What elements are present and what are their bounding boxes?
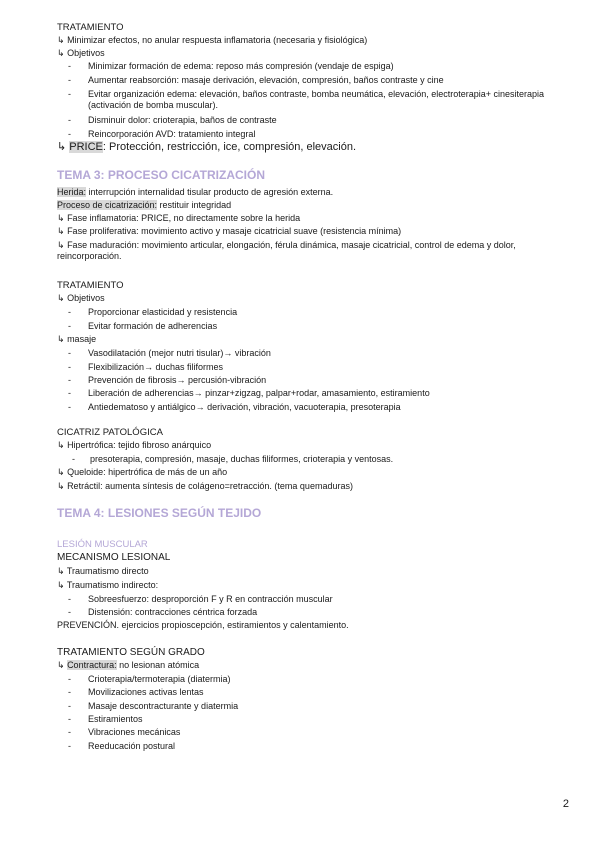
list-item: Liberación de adherencias→ pinzar+zigzag, palpar+rodar, amasamiento, estiramiento — [88, 388, 430, 398]
list-item: Flexibilización→ duchas filiformes — [88, 362, 224, 372]
list-item: Antiedematoso y antiálgico→ derivación, vibración, vacuoterapia, presoterapia — [88, 402, 401, 412]
list-item: Crioterapia/termoterapia (diatermia) — [88, 674, 231, 684]
arrow-icon: ↳ — [57, 35, 65, 45]
arrow-icon: ↳ — [57, 334, 65, 344]
list-item: presoterapia, compresión, masaje, duchas filiformes, crioterapia y ventosas. — [90, 454, 394, 464]
list-item: Movilizaciones activas lentas — [88, 687, 204, 697]
arrow-icon: ↳ — [57, 566, 65, 576]
list-item: ↳ Fase maduración: movimiento articular, elongación, férula dinámica, masaje cicatricial, control de edema y dolor, reincorporación. — [57, 240, 516, 261]
tema3-heading: TEMA 3: PROCESO CICATRIZACIÓN — [57, 168, 266, 182]
list-item: Evitar formación de adherencias — [88, 321, 218, 331]
price-label: PRICE — [69, 141, 103, 153]
list-item: ↳ Traumatismo indirecto: — [57, 580, 159, 590]
bullet-dash: - — [68, 75, 71, 85]
section-title-mecanismo: MECANISMO LESIONAL — [57, 552, 171, 563]
list-item: Prevención de fibrosis→ percusión-vibración — [88, 375, 267, 385]
list-item: ↳ Fase proliferativa: movimiento activo y masaje cicatricial suave (resistencia mínima) — [57, 226, 402, 236]
bullet-dash: - — [68, 129, 71, 139]
list-item: Vibraciones mecánicas — [88, 727, 181, 737]
list-item: Proporcionar elasticidad y resistencia — [88, 307, 238, 317]
list-item: Estiramientos — [88, 714, 143, 724]
bullet-dash: - — [68, 362, 71, 372]
bullet-dash: - — [68, 402, 71, 412]
arrow-icon: ↳ — [57, 141, 67, 153]
list-item: ↳ Retráctil: aumenta síntesis de colágeno=retracción. (tema quemaduras) — [57, 481, 353, 491]
arrow-icon: ↳ — [57, 440, 65, 450]
arrow-icon: ↳ — [57, 467, 65, 477]
arrow-icon: ↳ — [57, 226, 65, 236]
section-title-tratamiento: TRATAMIENTO — [57, 22, 124, 33]
arrow-icon: ↳ — [57, 213, 65, 223]
arrow-icon: ↳ — [57, 293, 65, 303]
list-item: ↳ Queloide: hipertrófica de más de un año — [57, 467, 228, 477]
bullet-dash: - — [68, 701, 71, 711]
list-item: Aumentar reabsorción: masaje derivación, elevación, compresión, baños contraste y cine — [88, 75, 444, 85]
list-item: ↳ Traumatismo directo — [57, 566, 149, 576]
list-item: Masaje descontracturante y diatermia — [88, 701, 239, 711]
bullet-dash: - — [68, 687, 71, 697]
bullet-dash: - — [68, 321, 71, 331]
bullet-dash: - — [68, 388, 71, 398]
section-title-tratamiento-grado: TRATAMIENTO SEGÚN GRADO — [57, 647, 205, 658]
bullet-dash: - — [68, 741, 71, 751]
list-item: Evitar organización edema: elevación, baños contraste, bomba neumática, elevación, electroterapia+ cinesiterapia (activación de bomba muscular). — [88, 89, 545, 110]
bullet-dash: - — [68, 607, 71, 617]
arrow-icon: ↳ — [57, 48, 65, 58]
bullet-dash: - — [68, 115, 71, 125]
bullet-dash: - — [68, 674, 71, 684]
bullet-dash: - — [72, 454, 75, 464]
arrow-icon: ↳ — [57, 481, 65, 491]
definition-proceso: Proceso de cicatrización: restituir integridad — [57, 200, 232, 210]
list-item: Reincorporación AVD: tratamiento integral — [88, 129, 256, 139]
subheading-lesion-muscular: LESIÓN MUSCULAR — [57, 539, 148, 550]
bullet-dash: - — [68, 375, 71, 385]
list-item: ↳ Objetivos — [57, 48, 105, 58]
list-item: Minimizar formación de edema: reposo más compresión (vendaje de espiga) — [88, 61, 394, 71]
definition-herida: Herida: interrupción internalidad tisular producto de agresión externa. — [57, 187, 334, 197]
list-item: ↳ Minimizar efectos, no anular respuesta inflamatoria (necesaria y fisiológica) — [57, 35, 368, 45]
section-title-cicatriz: CICATRIZ PATOLÓGICA — [57, 427, 163, 438]
list-item: ↳ Fase inflamatoria: PRICE, no directamente sobre la herida — [57, 213, 301, 223]
price-line: ↳ PRICE: Protección, restricción, ice, compresión, elevación. — [57, 141, 357, 153]
arrow-icon: ↳ — [57, 240, 65, 250]
list-item: Reeducación postural — [88, 741, 176, 751]
bullet-dash: - — [68, 714, 71, 724]
arrow-icon: ↳ — [57, 660, 65, 670]
bullet-dash: - — [68, 348, 71, 358]
bullet-dash: - — [68, 727, 71, 737]
list-item: ↳ Objetivos — [57, 293, 105, 303]
list-item: ↳ Hipertrófica: tejido fibroso anárquico — [57, 440, 212, 450]
list-item: Vasodilatación (mejor nutri tisular)→ vibración — [88, 348, 271, 358]
bullet-dash: - — [68, 89, 71, 99]
page-number: 2 — [562, 798, 569, 810]
tema4-heading: TEMA 4: LESIONES SEGÚN TEJIDO — [57, 506, 262, 520]
bullet-dash: - — [68, 61, 71, 71]
bullet-dash: - — [68, 594, 71, 604]
arrow-icon: ↳ — [57, 580, 65, 590]
list-item: Disminuir dolor: crioterapia, baños de contraste — [88, 115, 277, 125]
list-item: Sobreesfuerzo: desproporción F y R en contracción muscular — [88, 594, 333, 604]
section-title-tratamiento-2: TRATAMIENTO — [57, 280, 124, 291]
bullet-dash: - — [68, 307, 71, 317]
prevencion-line: PREVENCIÓN. ejercicios propioscepción, estiramientos y calentamiento. — [57, 620, 349, 630]
list-item: ↳ masaje — [57, 334, 97, 344]
list-item: Distensión: contracciones céntrica forzada — [88, 607, 258, 617]
contractura-line: ↳ Contractura: no lesionan atómica — [57, 660, 200, 670]
